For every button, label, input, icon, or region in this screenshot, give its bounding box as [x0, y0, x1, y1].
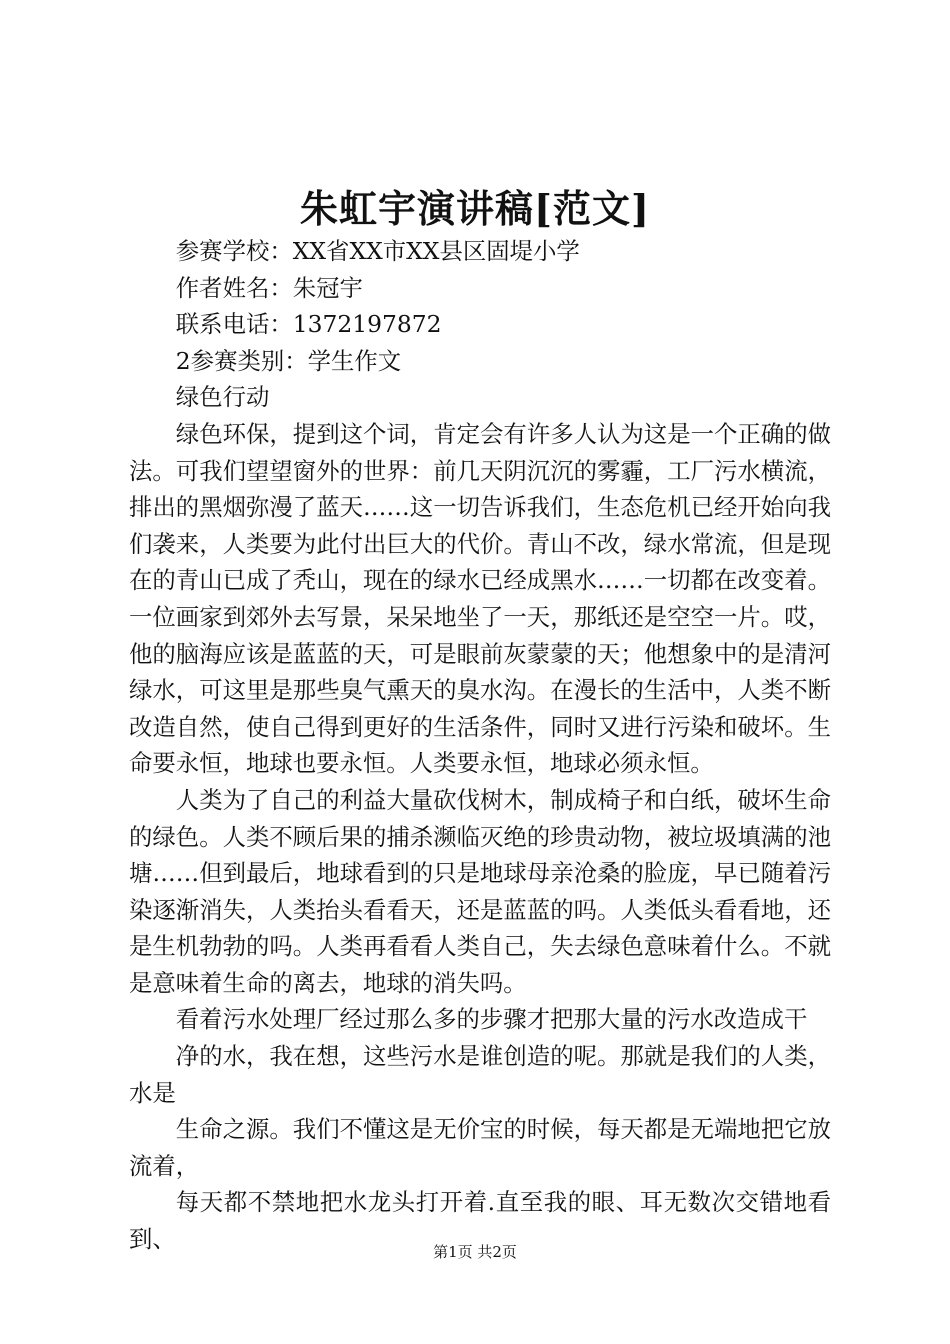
meta-phone: 联系电话：1372197872 — [175, 310, 442, 339]
paragraph: 看着污水处理厂经过那么多的步骤才把那大量的污水改造成干 — [175, 1005, 808, 1034]
paragraph: 绿色环保，提到这个词，肯定会有许多人认为这是一个正确的做法。可我们望望窗外的世界：前几天阴沉沉的雾霾，工厂污水横流，排出的黑烟弥漫了蓝天……这一切告诉我们，生态危机已经开始向我们袭来，人类要为此付出巨大的代价。青山不改，绿水常流，但是现在的青山已成了秃山，现在的绿水已经成黑水……一切都在改变着。一位画家到郊外去写景，呆呆地坐了一天，那纸还是空空一片。哎，他的脑海应该是蓝蓝的天，可是眼前灰蒙蒙的天；他想象中的是清河绿水，可这里是那些臭气熏天的臭水沟。在漫长的生活中，人类不断改造自然，使自己得到更好的生活条件，同时又进行污染和破坏。生命要永恒，地球也要永恒。人类要永恒，地球必须永恒。 — [129, 419, 831, 778]
paragraph: 人类为了自己的利益大量砍伐树木，制成椅子和白纸，破坏生命的绿色。人类不顾后果的捕杀濒临灭绝的珍贵动物，被垃圾填满的池塘……但到最后，地球看到的只是地球母亲沧桑的脸庞，早已随着污染逐渐消失，人类抬头看看天，还是蓝蓝的吗。人类低头看看地，还是生机勃勃的吗。人类再看看人类自己，失去绿色意味着什么。不就是意味着生命的离去，地球的消失吗。 — [129, 785, 831, 997]
paragraph: 每天都不禁地把水龙头打开着.直至我的眼、耳无数次交错地看到、 — [129, 1188, 831, 1254]
document-body — [129, 233, 831, 1258]
meta-author: 作者姓名：朱冠宇 — [175, 273, 363, 302]
paragraph: 净的水，我在想，这些污水是谁创造的呢。那就是我们的人类，水是 — [129, 1042, 831, 1107]
document-title: 朱虹宇演讲稿[范文] — [300, 186, 650, 231]
paragraph: 生命之源。我们不懂这是无价宝的时候，每天都是无端地把它放流着， — [129, 1115, 831, 1180]
page-footer: 第1页 共2页 — [433, 1243, 517, 1261]
meta-school: 参赛学校：XX省XX市XX县区固堤小学 — [175, 237, 580, 265]
essay-title: 绿色行动 — [175, 383, 270, 412]
meta-category: 2参赛类别：学生作文 — [175, 346, 402, 375]
